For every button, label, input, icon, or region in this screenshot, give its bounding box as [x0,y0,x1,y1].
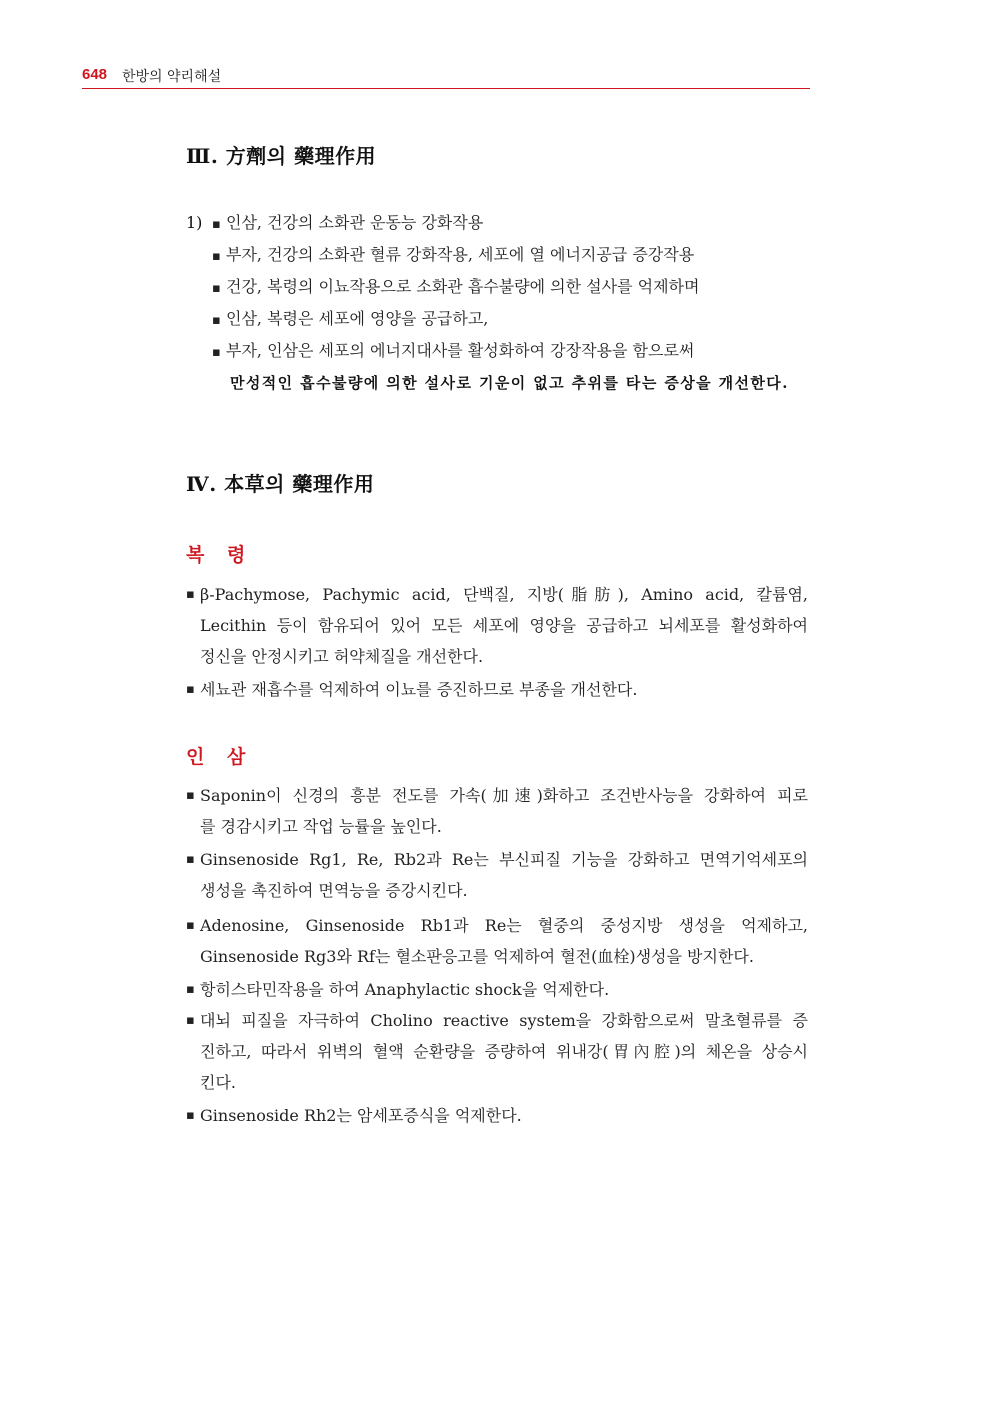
section-3-title: Ⅲ. 方劑의 藥理作用 [186,144,377,168]
page-number: 648 [82,66,108,83]
line-text: 부자, 건강의 소화관 혈류 강화작용, 세포에 열 에너지공급 증강작용 [226,245,695,264]
bullet-line: Adenosine, Ginsenoside Rb1과 Re는 혈중의 중성지방 생성을 억제하고, [200,916,808,935]
bullet-line: Ginsenoside Rh2는 암세포증식을 억제한다. [200,1106,522,1125]
bullet-line: 대뇌 피질을 자극하여 Cholino reactive system을 강화함으로써 말초혈류를 증 [200,1011,808,1030]
bullet-icon: ▪ [212,249,221,264]
bullet-icon: ▪ [186,587,195,602]
bullet-line: 정신을 안정시키고 허약체질을 개선한다. [200,647,484,666]
prescription-line-4 [212,308,488,332]
bullet-line: β-Pachymose, Pachymic acid, 단백질, 지방(脂肪), Amino acid, 칼륨염, [200,585,808,604]
bullet-icon: ▪ [186,1013,195,1028]
book-title: 한방의 약리해설 [122,69,222,85]
prescription-line-2 [212,244,694,268]
bullet-line: Ginsenoside Rg3와 Rf는 혈소판응고를 억제하여 혈전(血栓)생성을 방지한다. [200,947,754,966]
herb-bullet [186,844,808,906]
bullet-icon: ▪ [186,982,195,997]
section-4-title: Ⅳ. 本草의 藥理作用 [186,472,375,496]
herb-bullet [186,1100,808,1131]
prescription-line-5 [212,340,694,364]
herb-bullet [186,974,808,1005]
bullet-line: Saponin이 신경의 흥분 전도를 가속(加速)화하고 조건반사능을 강화하여 피로 [200,786,808,805]
running-header [82,66,810,88]
bullet-line: Ginsenoside Rg1, Re, Rb2과 Re는 부신피질 기능을 강화하고 면역기억세포의 [200,850,808,869]
line-text: 건강, 복령의 이뇨작용으로 소화관 흡수불량에 의한 설사를 억제하며 [226,277,700,296]
herb-bullet [186,674,808,705]
herb-title-bokryeong: 복 령 [186,544,254,566]
prescription-line-3 [212,276,699,300]
bullet-icon: ▪ [186,1108,195,1123]
bullet-line: 생성을 촉진하여 면역능을 증강시킨다. [200,881,468,900]
prescription-line-1 [212,212,483,236]
bullet-line: Lecithin 등이 함유되어 있어 모든 세포에 영양을 공급하고 뇌세포를 활성화하여 [200,616,808,635]
herb-bullet [186,1005,808,1098]
prescription-conclusion: 만성적인 흡수불량에 의한 설사로 기운이 없고 추위를 타는 증상을 개선한다. [230,374,789,392]
line-text: 인삼, 복령은 세포에 영양을 공급하고, [226,309,489,328]
bullet-icon: ▪ [212,217,221,232]
bullet-line: 진하고, 따라서 위벽의 혈액 순환량을 증량하여 위내강(胃內腔)의 체온을 상승시 [200,1042,808,1061]
bullet-line: 세뇨관 재흡수를 억제하여 이뇨를 증진하므로 부종을 개선한다. [200,680,638,699]
herb-bullet [186,910,808,972]
bullet-icon: ▪ [186,918,195,933]
bullet-icon: ▪ [212,345,221,360]
line-text: 인삼, 건강의 소화관 운동능 강화작용 [226,213,484,232]
herb-bullet [186,579,808,672]
bullet-line: 를 경감시키고 작업 능률을 높인다. [200,817,442,836]
bullet-icon: ▪ [212,281,221,296]
line-text: 부자, 인삼은 세포의 에너지대사를 활성화하여 강장작용을 함으로써 [226,341,695,360]
bullet-line: 항히스타민작용을 하여 Anaphylactic shock을 억제한다. [200,980,610,999]
bullet-icon: ▪ [212,313,221,328]
header-rule [82,88,810,89]
item-number: 1) [186,213,203,232]
bullet-line: 킨다. [200,1073,236,1092]
herb-title-insam: 인 삼 [186,746,254,768]
bullet-icon: ▪ [186,682,195,697]
herb-bullet [186,780,808,842]
bullet-icon: ▪ [186,788,195,803]
bullet-icon: ▪ [186,852,195,867]
